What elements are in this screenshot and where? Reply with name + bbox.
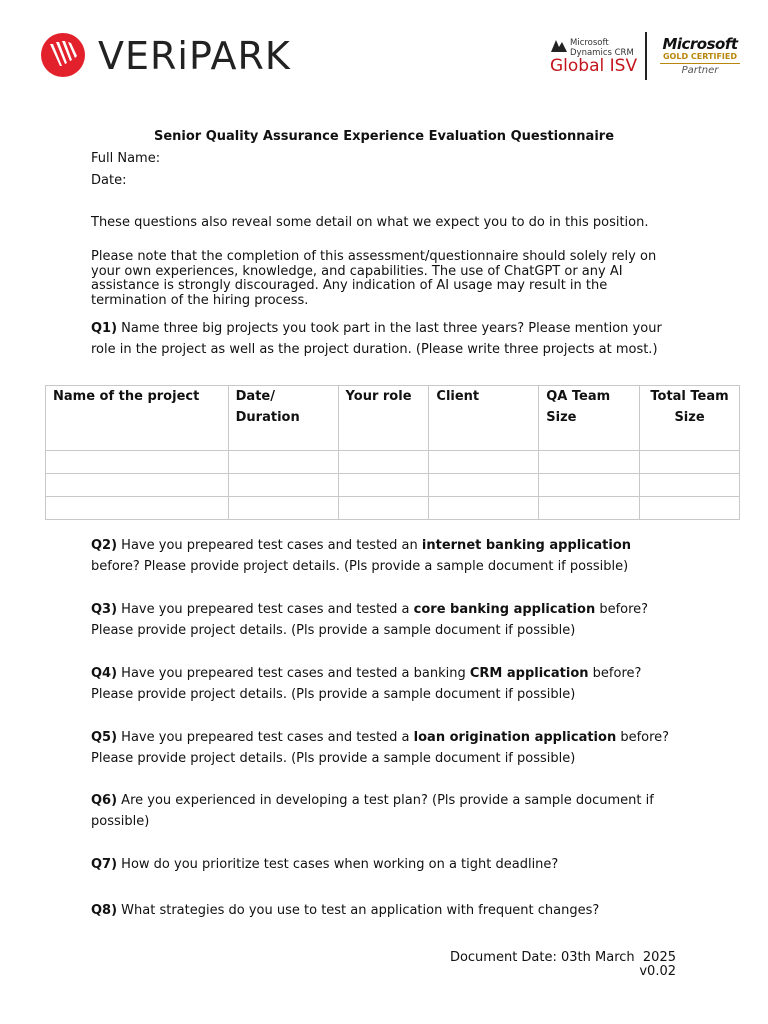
question-label: Q7)	[91, 857, 118, 872]
question-4: Q4) Have you prepeared test cases and tested a banking CRM application before? Please provide project details. (Pls provide a sample document if possible)	[91, 663, 681, 705]
projects-table	[45, 385, 740, 520]
table-cell[interactable]	[640, 474, 740, 497]
table-cell[interactable]	[539, 474, 640, 497]
table-row	[46, 451, 740, 474]
table-cell[interactable]	[429, 497, 539, 520]
question-text: Please provide project details. (Pls provide a sample document if possible)	[91, 623, 576, 638]
table-cell[interactable]	[539, 451, 640, 474]
question-8: Q8) What strategies do you use to test an application with frequent changes?	[91, 903, 600, 918]
table-cell[interactable]	[429, 451, 539, 474]
table-cell[interactable]	[338, 451, 429, 474]
notice-paragraph	[91, 250, 681, 308]
ms-isv-line1: Microsoft	[570, 38, 609, 48]
table-cell[interactable]	[46, 474, 229, 497]
question-label: Q5)	[91, 730, 118, 745]
table-cell[interactable]	[539, 497, 640, 520]
question-highlight: loan origination application	[413, 730, 617, 745]
question-7: Q7) How do you prioritize test cases when working on a tight deadline?	[91, 857, 559, 872]
question-text: possible)	[91, 814, 150, 829]
table-row	[46, 474, 740, 497]
question-label: Q8)	[91, 903, 118, 918]
question-highlight: core banking application	[413, 602, 596, 617]
veripark-logo	[40, 32, 291, 82]
ms-isv-line2: Dynamics CRM	[570, 48, 634, 58]
question-text: Please provide project details. (Pls provide a sample document if possible)	[91, 687, 576, 702]
notice-line: assistance is strongly discouraged. Any indication of AI usage may result in the	[91, 278, 608, 293]
table-cell[interactable]	[338, 474, 429, 497]
table-header-cell: Client	[429, 386, 539, 451]
table-cell[interactable]	[46, 497, 229, 520]
question-text: before? Please provide project details. (Pls provide a sample document if possible)	[91, 559, 629, 574]
intro-text: These questions also reveal some detail on what we expect you to do in this position.	[91, 215, 649, 230]
table-cell[interactable]	[228, 474, 338, 497]
veripark-logo-icon	[40, 32, 90, 78]
question-label: Q4)	[91, 666, 118, 681]
table-cell[interactable]	[640, 451, 740, 474]
date-label: Date:	[91, 173, 127, 188]
document-title: Senior Quality Assurance Experience Evaluation Questionnaire	[153, 129, 615, 144]
table-row	[46, 497, 740, 520]
question-2: Q2) Have you prepeared test cases and tested an internet banking application before? Please provide project details. (Pls provide a sample document if possible)	[91, 535, 681, 577]
question-text: Please provide project details. (Pls provide a sample document if possible)	[91, 751, 576, 766]
table-cell[interactable]	[228, 497, 338, 520]
ms-gold-line1: Microsoft	[662, 35, 738, 53]
table-header-cell: QA Team Size	[539, 386, 640, 451]
question-6: Q6) Are you experienced in developing a test plan? (Pls provide a sample document if possible)	[91, 790, 681, 832]
question-label: Q3)	[91, 602, 118, 617]
brand-name: VERiPARK	[98, 34, 291, 78]
question-label: Q6)	[91, 793, 118, 808]
full-name-label: Full Name:	[91, 151, 161, 166]
ms-gold-line2: GOLD CERTIFIED	[660, 52, 740, 64]
question-label: Q1)	[91, 321, 118, 336]
table-header-cell: Date/ Duration	[228, 386, 338, 451]
ms-gold-line3: Partner	[681, 65, 719, 76]
question-highlight: CRM application	[469, 666, 589, 681]
question-label: Q2)	[91, 538, 118, 553]
table-cell[interactable]	[429, 474, 539, 497]
question-1	[91, 318, 681, 360]
table-header-cell: Total Team Size	[640, 386, 740, 451]
ms-gold-partner-logo	[660, 36, 740, 80]
table-header-cell: Your role	[338, 386, 429, 451]
table-header-cell: Name of the project	[46, 386, 229, 451]
table-cell[interactable]	[46, 451, 229, 474]
table-cell[interactable]	[338, 497, 429, 520]
table-cell[interactable]	[640, 497, 740, 520]
question-text: Name three big projects you took part in the last three years? Please mention your	[117, 321, 662, 336]
question-3: Q3) Have you prepeared test cases and tested a core banking application before? Please provide project details. (Pls provide a sample document if possible)	[91, 599, 681, 641]
question-5: Q5) Have you prepeared test cases and tested a loan origination application before? Please provide project details. (Pls provide a sample document if possible)	[91, 727, 681, 769]
document-footer	[450, 951, 676, 979]
ms-isv-main: Global ISV	[550, 56, 638, 76]
table-cell[interactable]	[228, 451, 338, 474]
ms-global-isv-logo	[548, 38, 648, 82]
document-version: v0.02	[639, 964, 676, 979]
table-header-row	[46, 386, 740, 451]
question-highlight: internet banking application	[421, 538, 632, 553]
notice-line: Please note that the completion of this assessment/questionnaire should solely rely on	[91, 249, 657, 264]
document-date: Document Date: 03th March 2025	[449, 950, 676, 965]
dynamics-icon	[550, 39, 568, 53]
notice-line: your own experiences, knowledge, and capabilities. The use of ChatGPT or any AI	[91, 263, 623, 279]
notice-line: termination of the hiring process.	[91, 292, 309, 308]
question-text: role in the project as well as the project duration. (Please write three projects at most.)	[91, 342, 658, 357]
logo-divider	[645, 32, 647, 80]
